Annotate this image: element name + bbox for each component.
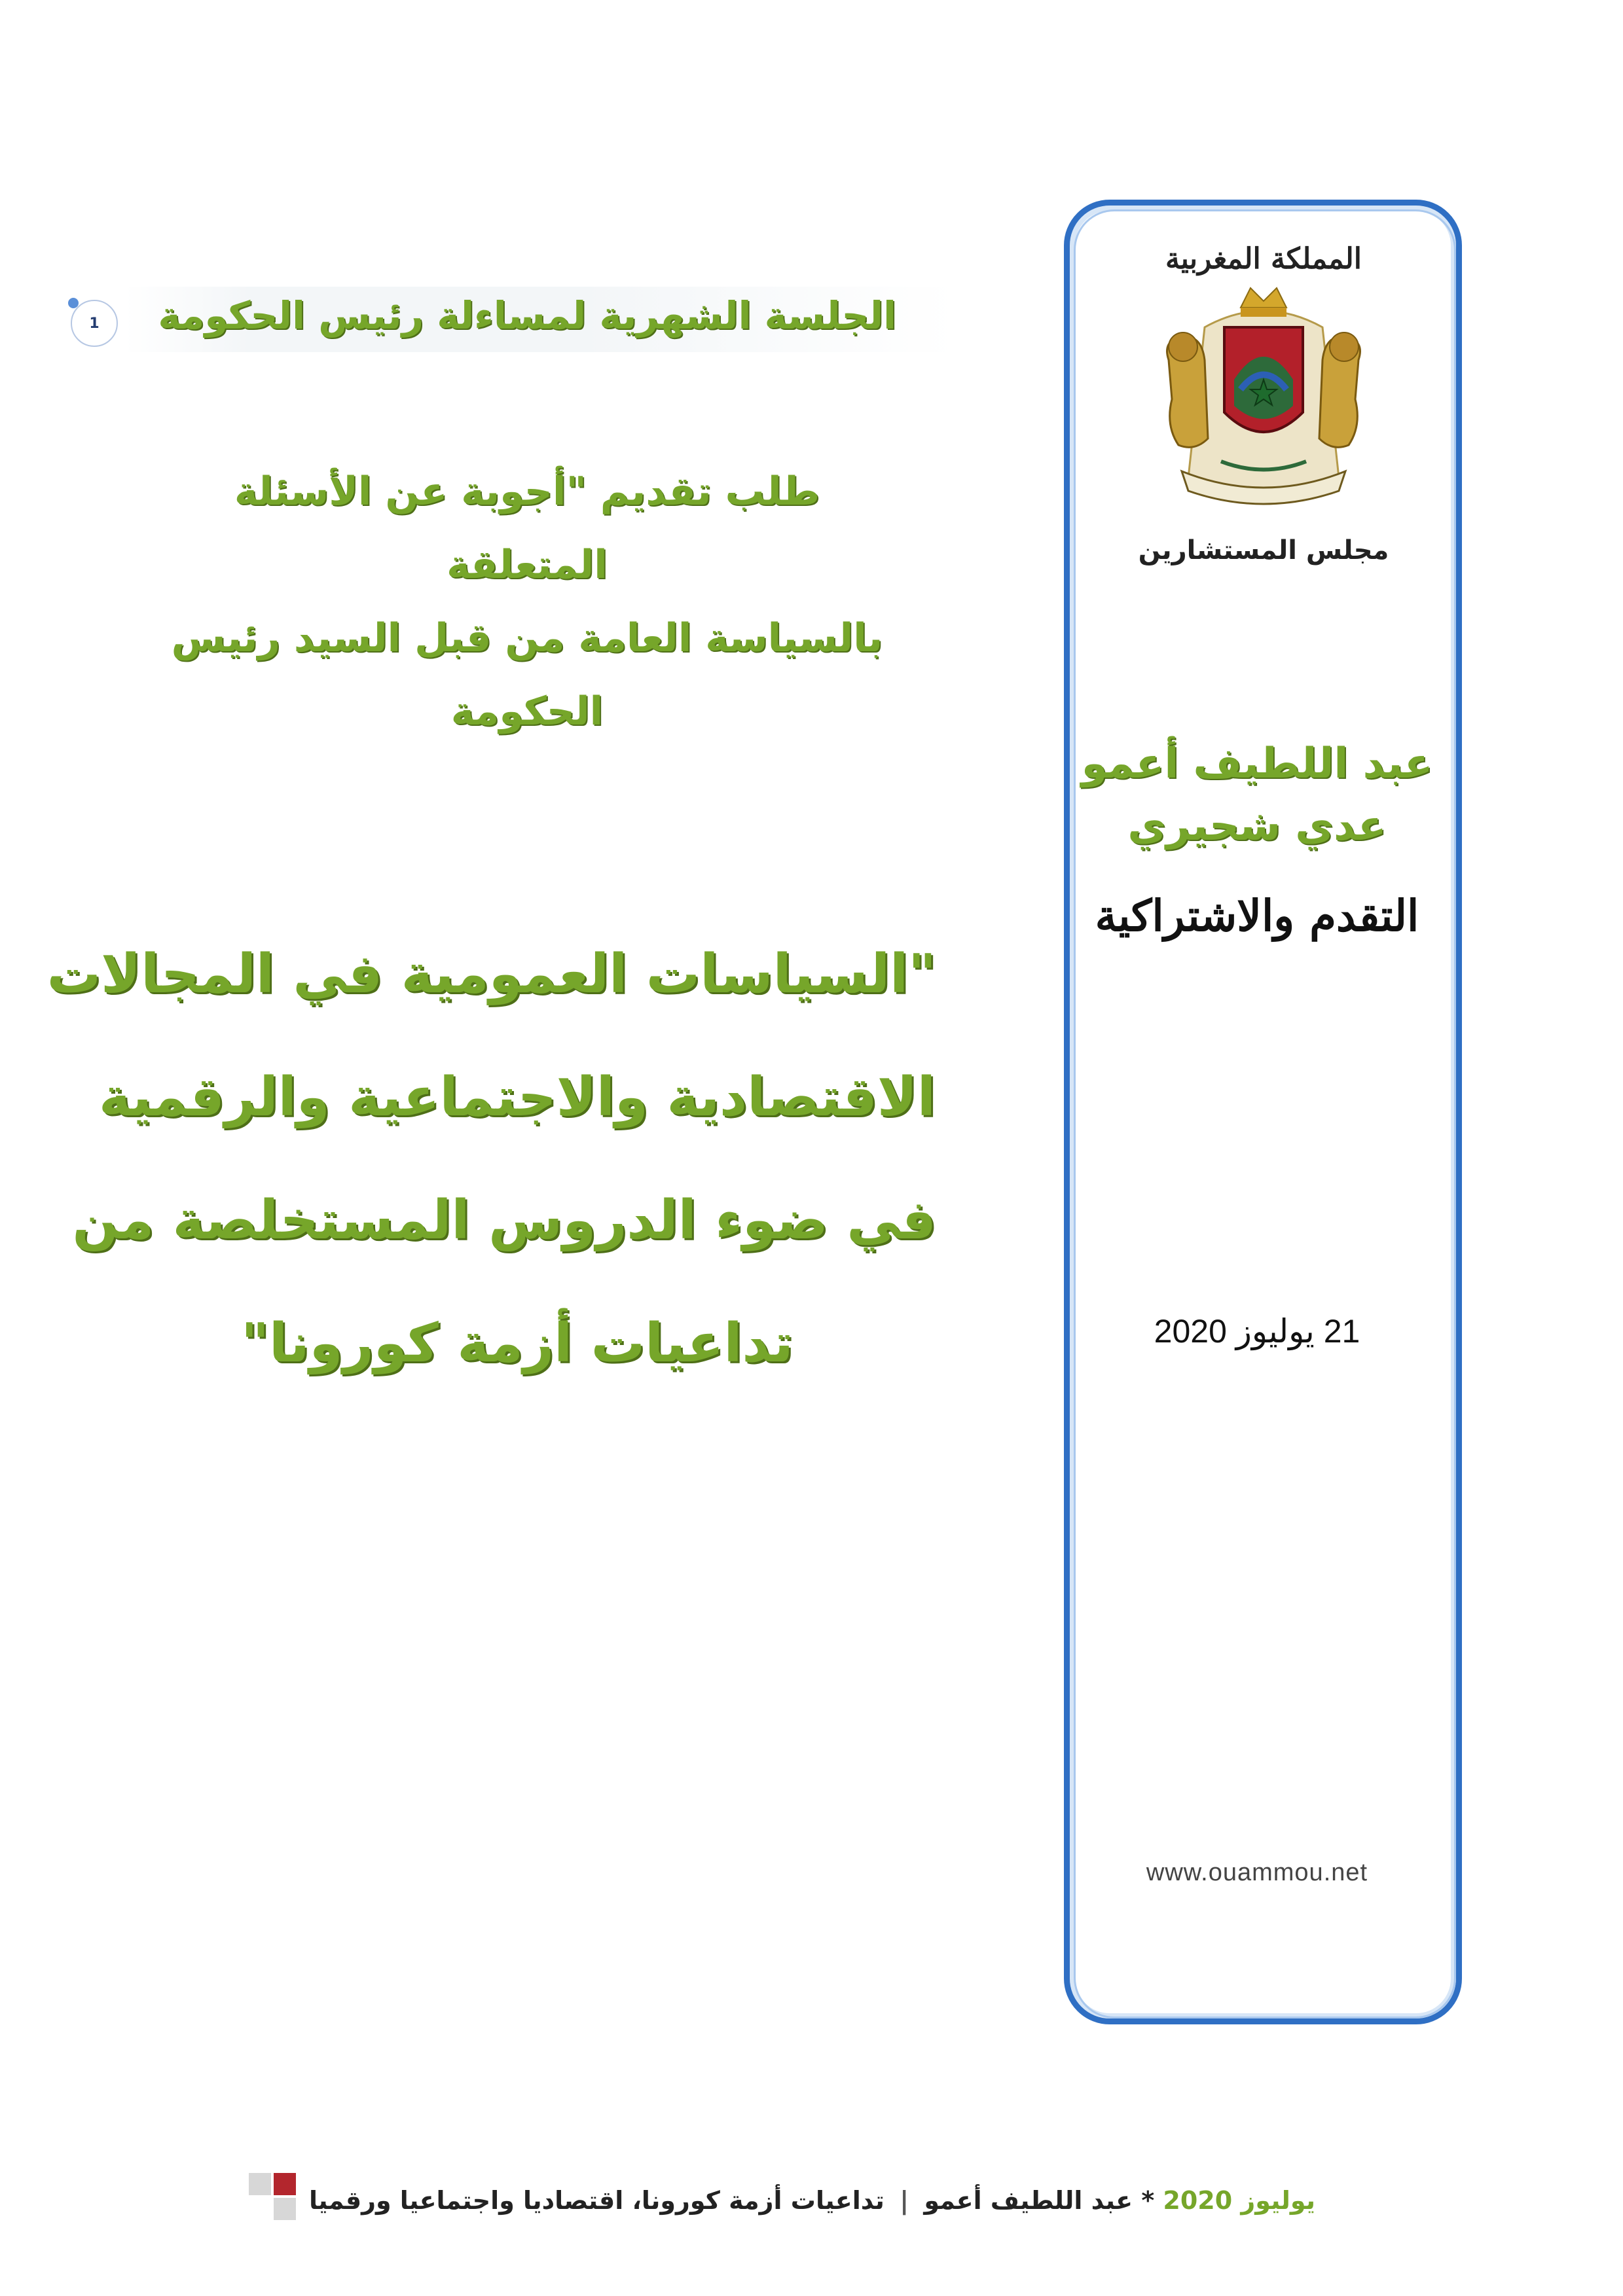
footer-separator: | bbox=[900, 2186, 909, 2215]
footer-text bbox=[309, 2186, 1315, 2215]
footer-date: يوليوز 2020 bbox=[1163, 2186, 1315, 2215]
council-label: مجلس المستشارين bbox=[1138, 535, 1389, 565]
request-line: الحكومة bbox=[450, 689, 604, 734]
footer-subject: تداعيات أزمة كورونا، اقتصاديا واجتماعيا ورقميا bbox=[308, 2186, 884, 2215]
footer-square-grey bbox=[274, 2198, 296, 2220]
website-link[interactable]: www.ouammou.net bbox=[1146, 1859, 1368, 1886]
request-text bbox=[164, 455, 890, 748]
footer-logo-squares bbox=[249, 2173, 301, 2225]
page-number-badge: 1 bbox=[71, 300, 118, 347]
party-name: التقدم والاشتراكية bbox=[1095, 890, 1419, 941]
main-title-line: الاقتصادية والاجتماعية والرقمية bbox=[98, 1066, 936, 1128]
author-name-1: عبد اللطيف أعمو bbox=[1081, 740, 1433, 788]
footer-square-grey bbox=[249, 2173, 271, 2195]
kingdom-label: المملكة المغربية bbox=[1165, 242, 1362, 276]
main-title-line: في ضوء الدروس المستخلصة من bbox=[72, 1189, 936, 1251]
main-title-line: تداعيات أزمة كورونا" bbox=[241, 1312, 793, 1374]
request-line: بالسياسة العامة من قبل السيد رئيس bbox=[171, 615, 883, 661]
main-title bbox=[46, 913, 936, 1405]
footer-author: عبد اللطيف أعمو bbox=[924, 2186, 1133, 2215]
main-title-line: "السياسات العمومية في المجالات bbox=[46, 943, 936, 1005]
author-name-2: عدي شجيري bbox=[1127, 802, 1387, 850]
session-date: 21 يوليوز 2020 bbox=[1154, 1313, 1360, 1350]
request-line: طلب تقديم "أجوبة عن الأسئلة المتعلقة bbox=[234, 469, 820, 588]
footer-square-red bbox=[274, 2173, 296, 2195]
coat-of-arms-icon bbox=[1142, 281, 1385, 517]
footer-star: * bbox=[1141, 2186, 1155, 2215]
header-title: الجلسة الشهرية لمساءلة رئيس الحكومة bbox=[158, 293, 896, 338]
